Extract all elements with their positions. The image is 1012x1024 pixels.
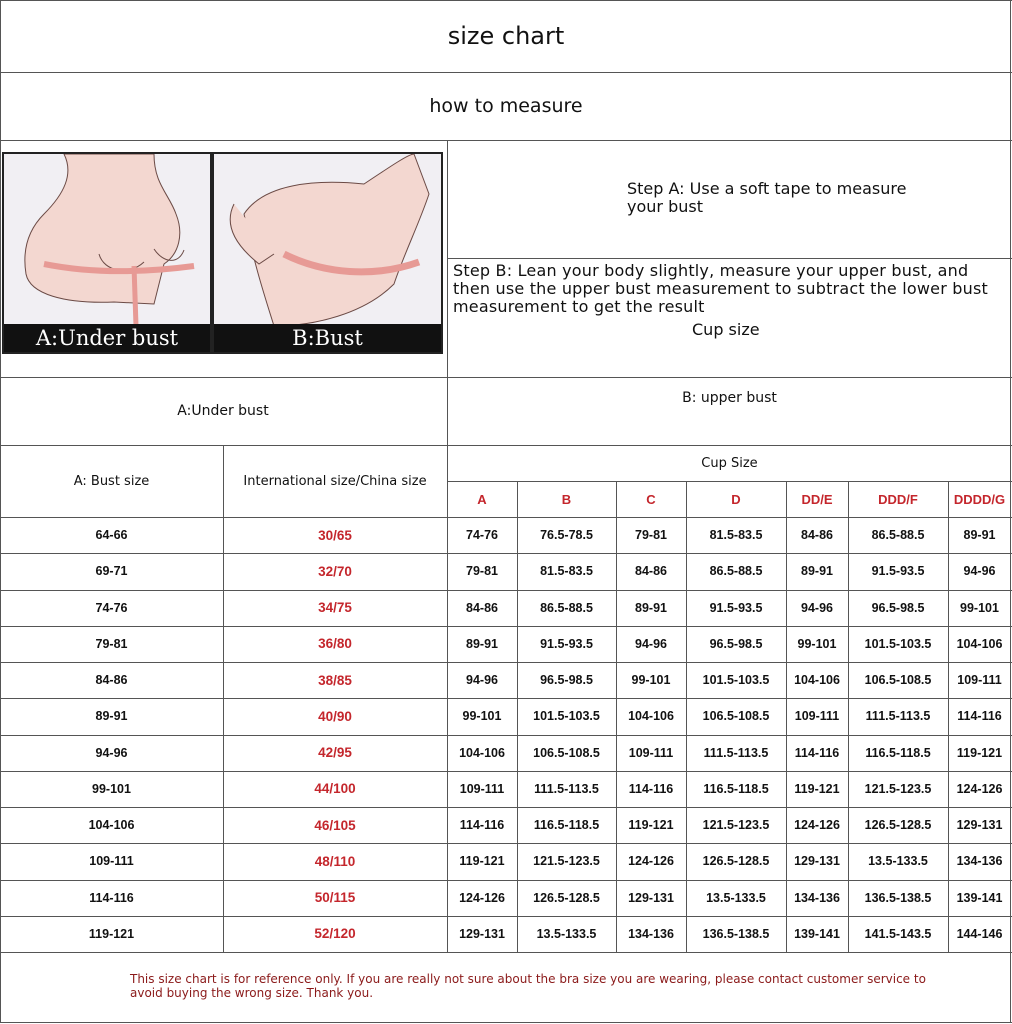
bust-size-cell: 84-86 [95,673,128,688]
under-bust-caption: A:Under bust [4,324,210,352]
cup-header-cell: B [561,491,572,507]
cup-value-cell: 109-111 [957,673,1002,688]
cup-value-cell: 84-86 [466,600,498,615]
intl-size-cell: 34/75 [318,600,352,616]
cup-value-cell: 91.5-93.5 [540,636,593,651]
cup-value-cell: 126.5-128.5 [702,854,770,869]
cup-value-cell: 114-116 [794,745,840,760]
bust-size-header: A: Bust size [73,473,150,489]
intl-size-cell: 50/115 [314,890,356,906]
bust-size-cell: 79-81 [95,636,128,651]
cup-value-cell: 91.5-93.5 [871,564,925,579]
measurement-illustration [2,152,443,354]
cup-header-cell: C [646,491,656,507]
cup-value-cell: 101.5-103.5 [864,636,932,651]
cup-header-cell: A [477,491,487,507]
cup-size-label: Cup size [692,320,760,339]
cup-value-cell: 101.5-103.5 [533,709,600,724]
cup-value-cell: 129-131 [794,854,840,869]
cup-value-cell: 116.5-118.5 [703,781,769,796]
cup-value-cell: 76.5-78.5 [540,528,593,543]
intl-size-cell: 30/65 [318,527,352,543]
intl-size-cell: 38/85 [318,672,352,688]
intl-size-header: International size/China size [243,473,427,489]
bust-size-cell: 64-66 [95,528,128,543]
cup-value-cell: 94-96 [635,636,667,651]
cup-value-cell: 116.5-118.5 [865,745,931,760]
cup-size-header: Cup Size [701,455,758,471]
cup-value-cell: 124-126 [459,890,505,905]
cup-value-cell: 124-126 [628,854,674,869]
how-to-measure-heading: how to measure [429,95,583,117]
intl-size-cell: 36/80 [318,636,352,652]
cup-value-cell: 74-76 [466,528,498,543]
cup-value-cell: 119-121 [628,818,674,833]
cup-header-cell: DDD/F [878,491,918,507]
cup-value-cell: 99-101 [462,709,502,724]
cup-value-cell: 106.5-108.5 [864,673,932,688]
cup-value-cell: 111.5-113.5 [703,745,769,760]
cup-value-cell: 94-96 [801,600,833,615]
cup-value-cell: 121.5-123.5 [864,781,932,796]
cup-value-cell: 134-136 [794,890,840,905]
cup-header-cell: DD/E [801,491,833,507]
intl-size-cell: 42/95 [318,745,352,761]
bust-size-cell: 104-106 [88,818,135,833]
bust-size-cell: 119-121 [88,926,135,941]
cup-value-cell: 104-106 [794,673,840,688]
page-title: size chart [447,22,565,50]
cup-value-cell: 114-116 [628,781,674,796]
cup-value-cell: 144-146 [956,926,1003,941]
cup-value-cell: 99-101 [960,600,999,615]
cup-value-cell: 109-111 [628,745,674,760]
intl-size-cell: 52/120 [314,926,356,942]
under-bust-figure [4,154,210,326]
bust-caption: B:Bust [214,324,441,352]
divider [0,140,1012,141]
cup-value-cell: 89-91 [801,564,833,579]
cup-value-cell: 136.5-138.5 [702,926,770,941]
cup-value-cell: 86.5-88.5 [871,528,925,543]
cup-value-cell: 89-91 [635,600,667,615]
cup-value-cell: 99-101 [631,673,671,688]
step-b-text: Step B: Lean your body slightly, measure your upper bust, and then use the upper bust measurement to subtract the lower bust measurement to get the result [453,261,988,316]
cup-value-cell: 119-121 [956,745,1003,760]
cup-value-cell: 106.5-108.5 [702,709,770,724]
intl-size-cell: 32/70 [318,563,352,579]
cup-value-cell: 89-91 [466,636,498,651]
upper-bust-label: B: upper bust [682,390,777,406]
intl-size-cell: 46/105 [314,817,356,833]
cup-value-cell: 111.5-113.5 [865,709,931,724]
step-a-text: Step A: Use a soft tape to measure your bust [627,179,907,216]
cup-value-cell: 106.5-108.5 [533,745,600,760]
cup-value-cell: 96.5-98.5 [540,673,593,688]
cup-value-cell: 91.5-93.5 [709,600,763,615]
cup-value-cell: 126.5-128.5 [864,818,932,833]
cup-value-cell: 13.5-133.5 [706,890,766,905]
cup-value-cell: 109-111 [459,781,505,796]
cup-value-cell: 13.5-133.5 [536,926,597,941]
cup-value-cell: 111.5-113.5 [534,781,599,796]
cup-value-cell: 99-101 [797,636,837,651]
cup-value-cell: 96.5-98.5 [871,600,925,615]
bust-panel [212,152,443,354]
bust-figure [214,154,441,326]
cup-header-cell: D [731,491,741,507]
bust-size-cell: 109-111 [89,854,134,869]
cup-value-cell: 94-96 [963,564,996,579]
cup-value-cell: 114-116 [459,818,505,833]
cup-value-cell: 134-136 [628,926,674,941]
cup-value-cell: 96.5-98.5 [709,636,763,651]
cup-value-cell: 126.5-128.5 [533,890,600,905]
bust-size-cell: 114-116 [89,890,134,905]
disclaimer-note: This size chart is for reference only. If you are really not sure about the bra size you are wearing, please contact customer service to avoid buying the wrong size. Thank you. [130,972,926,1000]
cup-value-cell: 104-106 [628,709,674,724]
cup-value-cell: 79-81 [466,564,498,579]
cup-value-cell: 119-121 [459,854,505,869]
cup-value-cell: 129-131 [956,818,1003,833]
under-bust-label: A:Under bust [177,403,269,419]
cup-value-cell: 121.5-123.5 [702,818,770,833]
cup-value-cell: 136.5-138.5 [864,890,932,905]
cup-value-cell: 84-86 [801,528,833,543]
bust-size-cell: 89-91 [95,709,128,724]
cup-value-cell: 104-106 [956,636,1003,651]
bust-size-cell: 99-101 [92,781,131,796]
cup-value-cell: 81.5-83.5 [540,564,593,579]
cup-value-cell: 119-121 [794,781,840,796]
cup-value-cell: 141.5-143.5 [864,926,932,941]
bust-size-cell: 94-96 [95,745,128,760]
cup-value-cell: 13.5-133.5 [868,854,928,869]
cup-value-cell: 124-126 [956,781,1003,796]
cup-value-cell: 104-106 [459,745,505,760]
cup-value-cell: 94-96 [466,673,498,688]
grid-line [0,952,1012,953]
cup-value-cell: 139-141 [956,890,1003,905]
cup-value-cell: 124-126 [794,818,840,833]
cup-value-cell: 81.5-83.5 [709,528,763,543]
border-bottom [0,1022,1012,1023]
intl-size-cell: 40/90 [318,708,352,724]
cup-value-cell: 109-111 [794,709,840,724]
cup-value-cell: 129-131 [628,890,674,905]
intl-size-cell: 48/110 [314,853,356,869]
cup-value-cell: 121.5-123.5 [533,854,600,869]
cup-value-cell: 134-136 [956,854,1003,869]
cup-value-cell: 129-131 [459,926,505,941]
cup-header-cell: DDDD/G [953,491,1006,507]
bust-size-cell: 69-71 [95,564,128,579]
cup-value-cell: 114-116 [957,709,1002,724]
cup-value-cell: 84-86 [635,564,667,579]
divider [447,258,1012,259]
cup-value-cell: 86.5-88.5 [709,564,763,579]
cup-value-cell: 86.5-88.5 [540,600,593,615]
cup-value-cell: 89-91 [963,528,996,543]
intl-size-cell: 44/100 [314,781,356,797]
cup-value-cell: 139-141 [794,926,840,941]
cup-value-cell: 101.5-103.5 [702,673,770,688]
bust-size-cell: 74-76 [95,600,128,615]
cup-value-cell: 79-81 [635,528,667,543]
cup-value-cell: 116.5-118.5 [533,818,600,833]
under-bust-panel [2,152,212,354]
